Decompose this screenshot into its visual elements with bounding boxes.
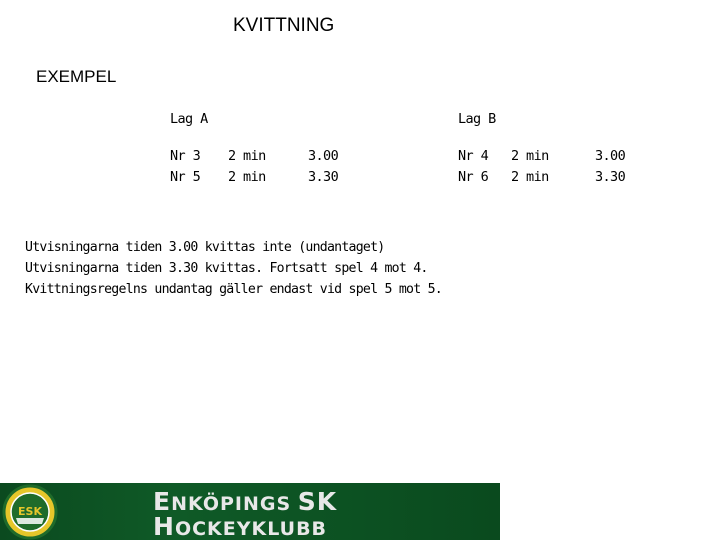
brand-line2 <box>153 512 327 540</box>
brand-line1-rest: NKÖPINGS <box>171 493 292 515</box>
club-logo-icon <box>2 484 58 540</box>
team-a-time: 3.30 <box>308 169 339 185</box>
team-b-penalty: 2 min <box>511 169 549 185</box>
team-b-time: 3.00 <box>595 148 626 164</box>
brand-line2-rest: OCKEYKLUBB <box>174 518 328 540</box>
team-b-player: Nr 6 <box>458 169 489 185</box>
team-a-player: Nr 5 <box>170 169 201 185</box>
note-line: Utvisningarna tiden 3.30 kvittas. Fortsatt spel 4 mot 4. <box>25 261 428 276</box>
team-a-header: Lag A <box>170 111 208 127</box>
slide-title: KVITTNING <box>233 15 335 36</box>
team-b-player: Nr 4 <box>458 148 489 164</box>
team-a-penalty: 2 min <box>228 148 266 164</box>
team-a-player: Nr 3 <box>170 148 201 164</box>
team-a-penalty: 2 min <box>228 169 266 185</box>
team-b-time: 3.30 <box>595 169 626 185</box>
brand-line1-initial: E <box>153 487 172 516</box>
team-b-header: Lag B <box>458 111 496 127</box>
note-line: Kvittningsregelns undantag gäller endast vid spel 5 mot 5. <box>25 282 442 297</box>
brand-line1-suffix: SK <box>297 487 338 516</box>
brand-line2-initial: H <box>153 512 175 540</box>
note-line: Utvisningarna tiden 3.00 kvittas inte (undantaget) <box>25 240 385 255</box>
logo-text: ESK <box>18 505 42 518</box>
team-b-penalty: 2 min <box>511 148 549 164</box>
team-a-time: 3.00 <box>308 148 339 164</box>
slide-subtitle: EXEMPEL <box>36 67 117 86</box>
